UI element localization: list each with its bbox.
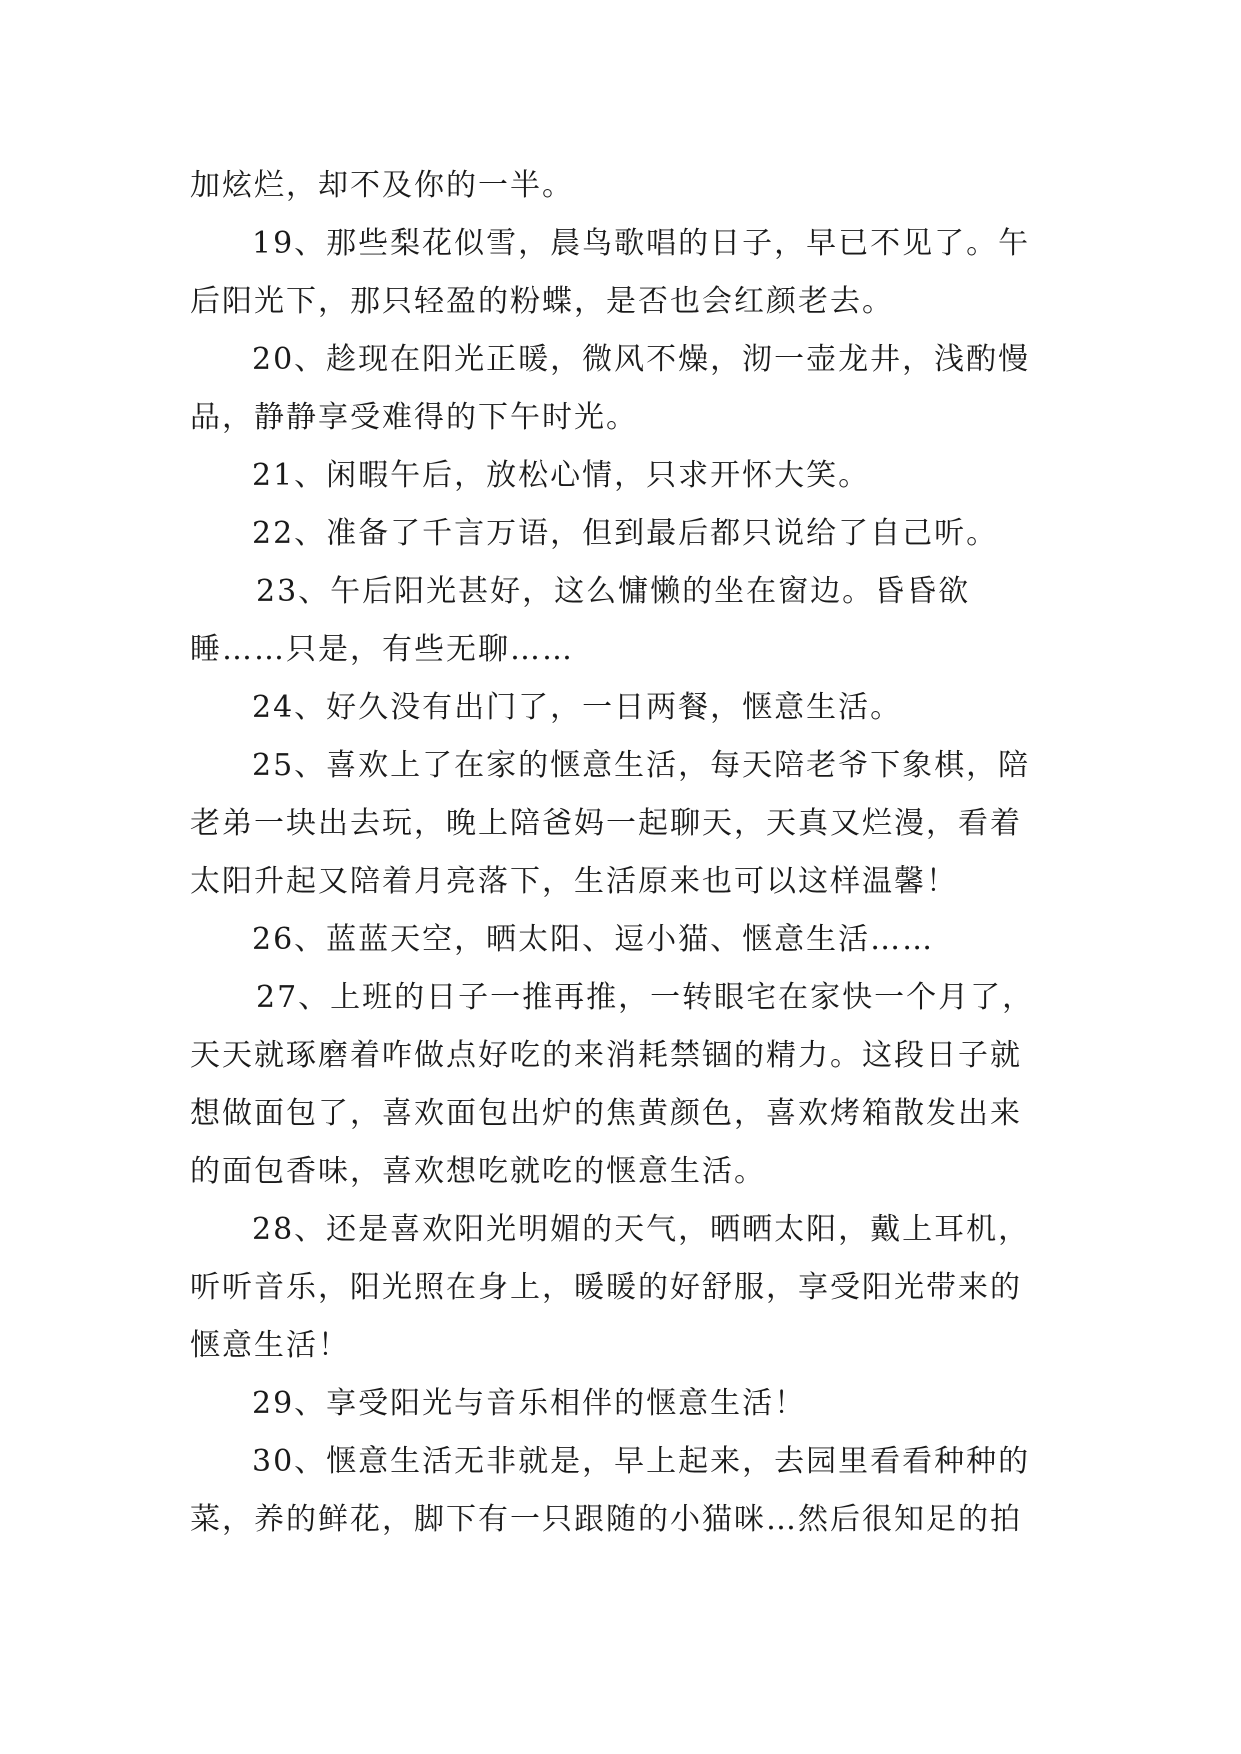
text-line: 24、好久没有出门了，一日两餐，惬意生活。: [252, 690, 903, 725]
text-line: 天天就琢磨着咋做点好吃的来消耗禁锢的精力。这段日子就: [190, 1038, 1022, 1073]
text-line: 29、享受阳光与音乐相伴的惬意生活！: [252, 1386, 807, 1421]
text-line: 21、闲暇午后，放松心情，只求开怀大笑。: [252, 458, 871, 493]
text-line: 30、惬意生活无非就是，早上起来，去园里看看种种的: [252, 1444, 1031, 1479]
text-line: 28、还是喜欢阳光明媚的天气，晒晒太阳，戴上耳机，: [252, 1212, 1031, 1247]
text-line: 23、午后阳光甚好，这么慵懒的坐在窗边。昏昏欲: [256, 574, 971, 609]
text-line: 20、趁现在阳光正暖，微风不燥，沏一壶龙井，浅酌慢: [252, 342, 1031, 377]
text-line: 22、准备了千言万语，但到最后都只说给了自己听。: [252, 516, 999, 551]
text-line: 品，静静享受难得的下午时光。: [190, 400, 638, 435]
text-line: 加炫烂，却不及你的一半。: [190, 168, 574, 203]
text-line: 27、上班的日子一推再推，一转眼宅在家快一个月了，: [256, 980, 1035, 1015]
text-line: 睡……只是，有些无聊……: [190, 632, 574, 667]
text-line: 26、蓝蓝天空，晒太阳、逗小猫、惬意生活……: [252, 922, 935, 957]
text-line: 19、那些梨花似雪，晨鸟歌唱的日子，早已不见了。午: [252, 226, 1031, 261]
text-line: 老弟一块出去玩，晚上陪爸妈一起聊天，天真又烂漫，看着: [190, 806, 1022, 841]
document-body: [190, 157, 1052, 1549]
text-line: 后阳光下，那只轻盈的粉蝶，是否也会红颜老去。: [190, 284, 894, 319]
text-line: 25、喜欢上了在家的惬意生活，每天陪老爷下象棋，陪: [252, 748, 1031, 783]
text-line: 的面包香味，喜欢想吃就吃的惬意生活。: [190, 1154, 766, 1189]
text-line: 菜，养的鲜花，脚下有一只跟随的小猫咪…然后很知足的拍: [190, 1502, 1022, 1537]
text-line: 想做面包了，喜欢面包出炉的焦黄颜色，喜欢烤箱散发出来: [190, 1096, 1022, 1131]
text-line: 太阳升起又陪着月亮落下，生活原来也可以这样温馨！: [190, 864, 958, 899]
text-line: 惬意生活！: [190, 1328, 350, 1363]
text-line: 听听音乐，阳光照在身上，暖暖的好舒服，享受阳光带来的: [190, 1270, 1022, 1305]
